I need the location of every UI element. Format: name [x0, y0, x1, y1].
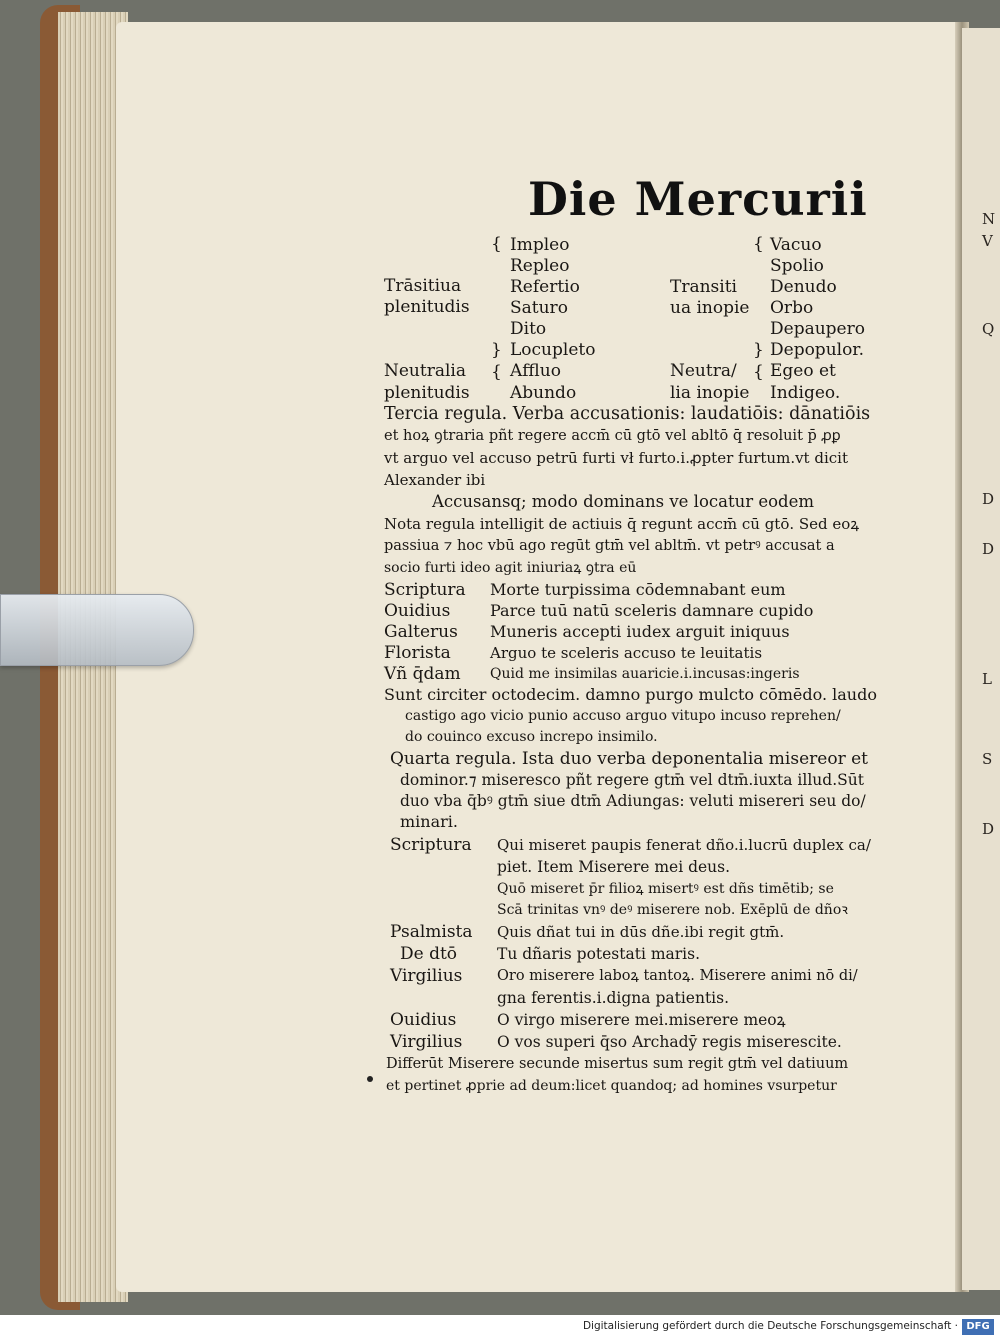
table-cell: Abundo	[510, 383, 577, 403]
table-cell: Spolio	[770, 256, 824, 276]
text-line: minari.	[400, 812, 458, 831]
facing-fragment: D	[982, 540, 995, 558]
citation-text: Oro miserere laboꝝ tantoꝝ. Miserere animi nō di/	[497, 968, 858, 984]
text-line: passiua ⁊ hoc vbū ago regūt gtm̄ vel abltm̄. vt petrꝰ accusat a	[384, 538, 835, 554]
text-line: Nota regula intelligit de actiuis q̄ regunt accm̄ cū gtō. Sed eoꝝ	[384, 515, 860, 533]
footer-credit: Digitalisierung gefördert durch die Deutsche Forschungsgemeinschaft ·	[582, 1320, 958, 1332]
facing-fragment: S	[982, 750, 993, 768]
citation-text: Parce tuū natū sceleris damnare cupido	[490, 601, 814, 620]
table-cell: Orbo	[770, 298, 814, 318]
citation-author: Scriptura	[390, 835, 472, 855]
table-cell: Repleo	[510, 256, 570, 276]
brace: }	[491, 340, 502, 360]
citation-author: Galterus	[384, 622, 458, 642]
citation-author: Psalmista	[390, 922, 473, 942]
citation-author: De dtō	[400, 944, 458, 964]
table-cell: lia inopie	[670, 383, 750, 403]
table-cell: Saturo	[510, 298, 568, 318]
citation-text: Quō miseret p̄r filioꝝ misertꝰ est dñs timētib; se	[497, 881, 834, 897]
text-line: castigo ago vicio punio accuso arguo vitupo incuso reprehen/	[405, 708, 841, 724]
citation-author: Ouidius	[384, 601, 451, 621]
citation-text: Muneris accepti iudex arguit iniquus	[490, 622, 790, 641]
facing-fragment: Q	[982, 320, 995, 338]
citation-text: Tu dñaris potestati maris.	[497, 945, 701, 963]
facing-fragment: D	[982, 490, 995, 508]
table-cell: plenitudis	[384, 383, 470, 403]
citation-author: Virgilius	[390, 966, 463, 986]
text-line: socio furti ideo agit iniuriaꝝ ꝯtra eū	[384, 560, 637, 576]
citation-text: Morte turpissima cōdemnabant eum	[490, 580, 786, 599]
citation-text: Scā trinitas vnꝰ deꝰ miserere nob. Exēplū de dñoꝛ	[497, 902, 848, 918]
table-cell: Depaupero	[770, 319, 865, 339]
bullet-mark	[367, 1076, 373, 1082]
text-line: et hoꝝ ꝯtraria pñt regere accm̄ cū gtō vel abltō q̄ resoluit p̄ ꝓꝑ	[384, 428, 841, 444]
text-line: Differūt Miserere secunde misertus sum regit gtm̄ vel datiuum	[386, 1056, 849, 1072]
brace: {	[753, 234, 764, 254]
text-line: Alexander ibi	[384, 471, 486, 489]
text-line: duo vba q̄bꝰ gtm̄ siue dtm̄ Adiungas: veluti misereri seu do/	[400, 792, 866, 810]
table-cell: Dito	[510, 319, 547, 339]
brace: {	[491, 234, 502, 254]
text-line: do couinco excuso increpo insimilo.	[405, 729, 658, 745]
brace: }	[753, 340, 764, 360]
table-cell: Neutra/	[670, 361, 737, 381]
text-line: Accusansq; modo dominans ve locatur eodem	[432, 492, 815, 511]
table-cell: Indigeo.	[770, 383, 841, 403]
citation-text: O vos superi q̄so Archadȳ regis miserescite.	[497, 1033, 842, 1051]
citation-text: Quid me insimilas auaricie.i.incusas:ingeris	[490, 666, 800, 682]
citation-text: gna ferentis.i.digna patientis.	[497, 989, 730, 1007]
footer-bar	[0, 1315, 1000, 1341]
table-cell: Affluo	[510, 361, 561, 381]
citation-author: Virgilius	[390, 1032, 463, 1052]
text-line: Quarta regula. Ista duo verba deponentalia misereor et	[390, 749, 868, 769]
brace: {	[753, 362, 764, 382]
citation-author: Florista	[384, 643, 451, 663]
table-cell: Trāsitiua	[384, 276, 462, 296]
table-cell: Depopulor.	[770, 340, 864, 360]
text-line: Tercia regula. Verba accusationis: laudatiōis: dānatiōis	[384, 404, 871, 424]
table-cell: Impleo	[510, 235, 570, 255]
citation-text: O virgo miserere mei.miserere meoꝝ	[497, 1011, 786, 1029]
table-cell: Egeo et	[770, 361, 836, 381]
facing-fragment: L	[982, 670, 992, 688]
table-cell: Refertio	[510, 277, 580, 297]
dfg-logo: DFG	[962, 1319, 994, 1335]
text-line: dominor.⁊ miseresco pñt regere gtm̄ vel dtm̄.iuxta illud.Sūt	[400, 771, 864, 789]
brace: {	[491, 362, 502, 382]
text-line: Sunt circiter octodecim. damno purgo mulcto cōmēdo. laudo	[384, 685, 877, 704]
citation-author: Ouidius	[390, 1010, 457, 1030]
citation-text: Qui miseret paupis fenerat dño.i.lucrū duplex ca/	[497, 836, 871, 854]
citation-author: Scriptura	[384, 580, 466, 600]
table-cell: ua inopie	[670, 298, 750, 318]
table-cell: plenitudis	[384, 297, 470, 317]
citation-text: Arguo te sceleris accuso te leuitatis	[490, 644, 763, 662]
table-cell: Transiti	[670, 277, 737, 297]
citation-text: Quis dñat tui in dūs dñe.ibi regit gtm̄.	[497, 923, 785, 941]
citation-author: Vñ q̄dam	[384, 664, 461, 684]
table-cell: Locupleto	[510, 340, 596, 360]
facing-fragment: V	[982, 232, 993, 250]
text-line: vt arguo vel accuso petrū furti vł furto.i.ꝓpter furtum.vt dicit	[384, 449, 848, 467]
table-cell: Neutralia	[384, 361, 466, 381]
facing-fragment: D	[982, 820, 995, 838]
text-line: et pertinet ꝓprie ad deum:licet quandoq; ad homines vsurpetur	[386, 1078, 837, 1094]
citation-text: piet. Item Miserere mei deus.	[497, 858, 731, 876]
table-cell: Denudo	[770, 277, 837, 297]
facing-fragment: N	[982, 210, 996, 228]
book-clamp	[0, 594, 194, 666]
table-cell: Vacuo	[770, 235, 822, 255]
page-heading: Die Mercurii	[528, 172, 868, 226]
